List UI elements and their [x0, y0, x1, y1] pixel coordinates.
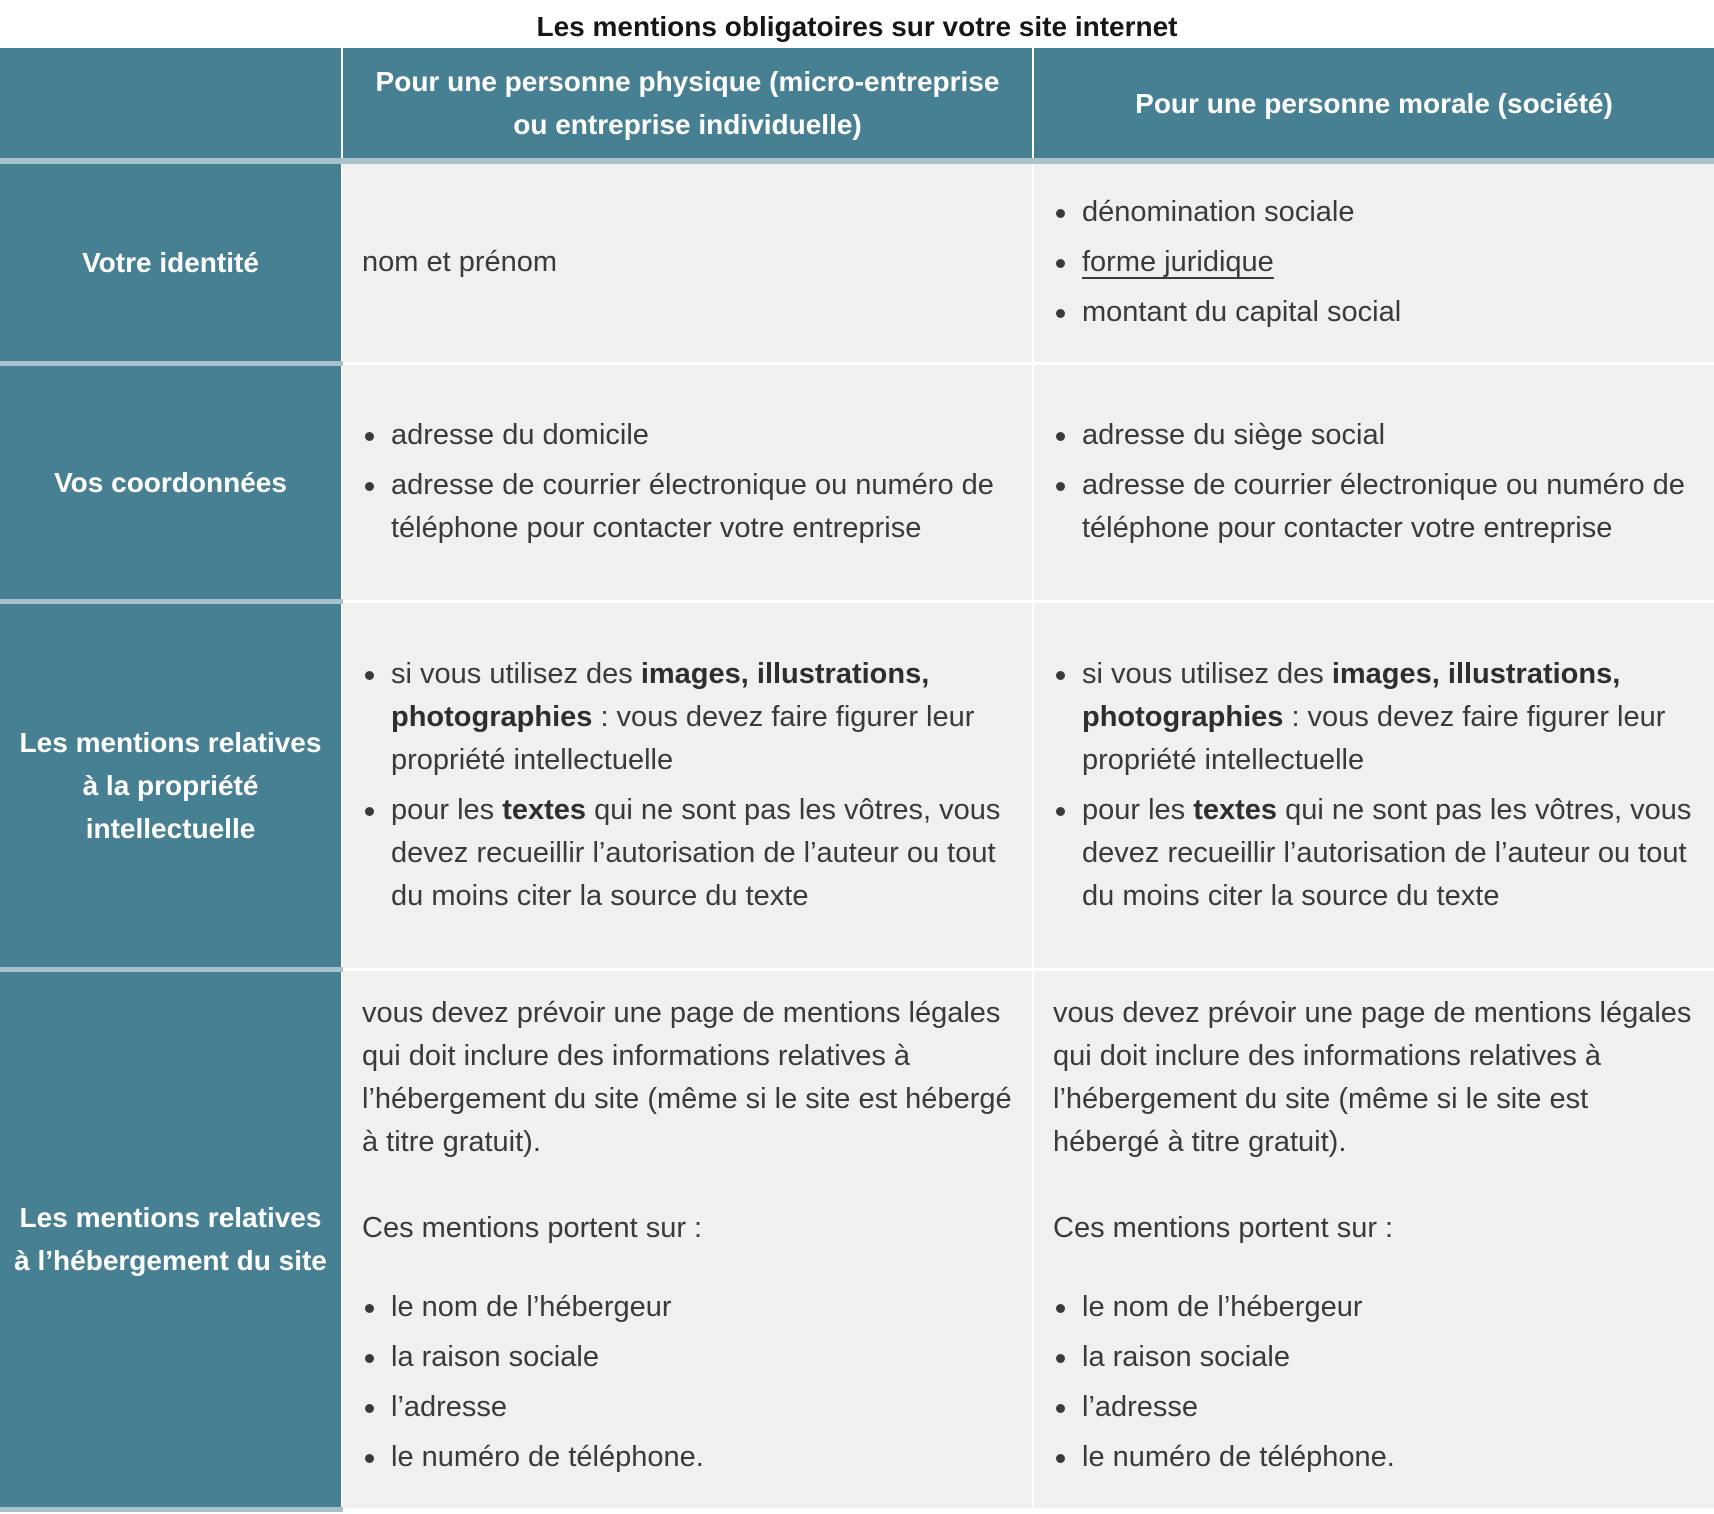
- column-header-personne-physique: Pour une personne physique (micro-entreprise ou entreprise individuelle): [342, 48, 1033, 161]
- column-header-personne-morale: Pour une personne morale (société): [1033, 48, 1714, 161]
- table-row-hebergement: [0, 969, 1714, 1509]
- bullet-list: [1053, 414, 1700, 550]
- list-item: adresse de courrier électronique ou numéro de téléphone pour contacter votre entreprise: [362, 464, 1018, 550]
- bullet-list: [1053, 1286, 1700, 1479]
- list-item: adresse de courrier électronique ou numéro de téléphone pour contacter votre entreprise: [1053, 464, 1700, 550]
- table-row-identite: [0, 161, 1714, 363]
- cell-hebergement-morale: [1033, 969, 1714, 1509]
- emphasis-text: textes: [1193, 793, 1278, 826]
- cell-lead-text: Ces mentions portent sur :: [1053, 1212, 1394, 1244]
- row-header-propriete-intellectuelle: Les mentions relatives à la propriété intellectuelle: [0, 601, 342, 969]
- cell-intro-text: vous devez prévoir une page de mentions légales qui doit inclure des informations relatives à l’hébergement du site (même si le site est hébergé à titre gratuit).: [362, 997, 1012, 1158]
- bullet-list: [362, 1286, 1018, 1479]
- list-item: le nom de l’hébergeur: [1053, 1286, 1700, 1329]
- cell-coordonnees-morale: [1033, 363, 1714, 601]
- list-item: adresse du siège social: [1053, 414, 1700, 457]
- list-item: le numéro de téléphone.: [1053, 1436, 1700, 1479]
- row-header-hebergement: Les mentions relatives à l’hébergement du site: [0, 969, 342, 1509]
- list-item: dénomination sociale: [1053, 191, 1700, 234]
- list-item: pour les textes qui ne sont pas les vôtres, vous devez recueillir l’autorisation de l’auteur ou tout du moins citer la source du texte: [362, 789, 1018, 918]
- cell-propriete-morale: [1033, 601, 1714, 969]
- bullet-list: [1053, 653, 1700, 918]
- bullet-list: [362, 414, 1018, 550]
- table-header-row: [0, 48, 1714, 161]
- table-row-coordonnees: [0, 363, 1714, 601]
- row-header-coordonnees: Vos coordonnées: [0, 363, 342, 601]
- list-item: le nom de l’hébergeur: [362, 1286, 1018, 1329]
- cell-identite-morale: [1033, 161, 1714, 363]
- forme-juridique-link[interactable]: forme juridique: [1082, 246, 1274, 279]
- table-caption: Les mentions obligatoires sur votre site internet: [536, 11, 1178, 42]
- list-item: la raison sociale: [362, 1336, 1018, 1379]
- emphasis-text: images, illustrations, photographies: [1082, 657, 1621, 733]
- cell-hebergement-physique: [342, 969, 1033, 1509]
- cell-lead-text: Ces mentions portent sur :: [362, 1212, 703, 1244]
- cell-text: nom et prénom: [362, 246, 558, 279]
- list-item: l’adresse: [362, 1386, 1018, 1429]
- bullet-list: [362, 653, 1018, 918]
- list-item: l’adresse: [1053, 1386, 1700, 1429]
- list-item-forme-juridique: [1053, 241, 1700, 284]
- table-row-propriete-intellectuelle: [0, 601, 1714, 969]
- list-item: montant du capital social: [1053, 291, 1700, 334]
- list-item: si vous utilisez des images, illustrations, photographies : vous devez faire figurer leur propriété intellectuelle: [362, 653, 1018, 782]
- list-item: adresse du domicile: [362, 414, 1018, 457]
- bullet-list: [1053, 191, 1700, 334]
- emphasis-text: images, illustrations, photographies: [391, 657, 930, 733]
- row-header-identite: Votre identité: [0, 161, 342, 363]
- list-item: si vous utilisez des images, illustrations, photographies : vous devez faire figurer leur propriété intellectuelle: [1053, 653, 1700, 782]
- cell-intro-text: vous devez prévoir une page de mentions légales qui doit inclure des informations relatives à l’hébergement du site (même si le site est hébergé à titre gratuit).: [1053, 997, 1692, 1158]
- emphasis-text: textes: [502, 793, 587, 826]
- cell-coordonnees-physique: [342, 363, 1033, 601]
- cell-identite-physique: [342, 161, 1033, 363]
- list-item: la raison sociale: [1053, 1336, 1700, 1379]
- cell-propriete-physique: [342, 601, 1033, 969]
- list-item: le numéro de téléphone.: [362, 1436, 1018, 1479]
- column-header-empty: [0, 48, 342, 161]
- list-item: pour les textes qui ne sont pas les vôtres, vous devez recueillir l’autorisation de l’auteur ou tout du moins citer la source du texte: [1053, 789, 1700, 918]
- mentions-table: [0, 48, 1714, 1512]
